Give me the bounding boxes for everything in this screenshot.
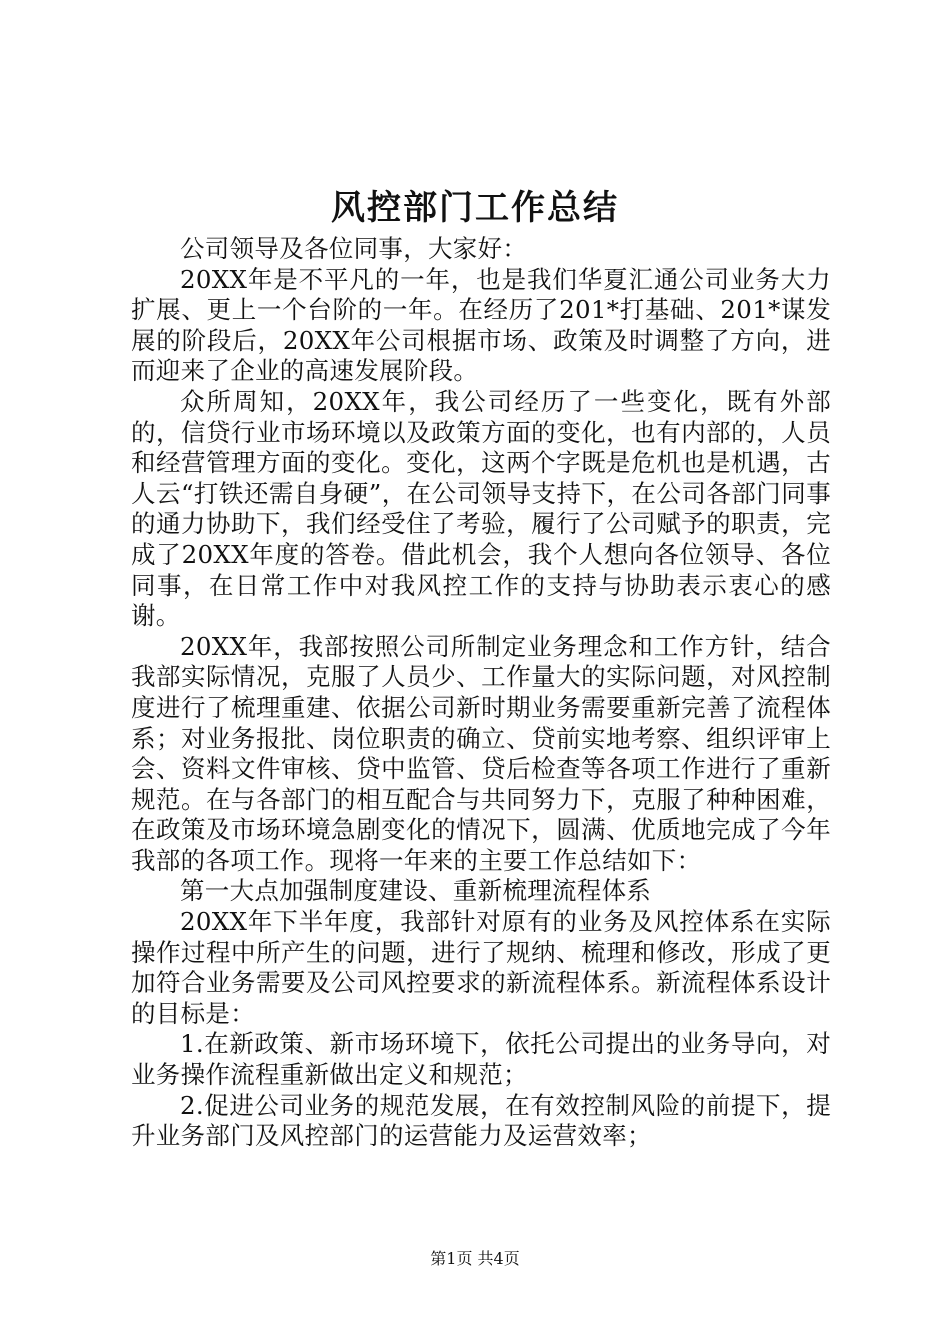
document-body <box>131 234 831 1152</box>
paragraph-intro: 20XX年是不平凡的一年，也是我们华夏汇通公司业务大力扩展、更上一个台阶的一年。在经历了201*打基础、201*谋发展的阶段后，20XX年公司根据市场、政策及时调整了方向，进而迎来了企业的高速发展阶段。 <box>131 264 831 386</box>
paragraph-department-work: 20XX年，我部按照公司所制定业务理念和工作方针，结合我部实际情况，克服了人员少、工作量大的实际问题，对风控制度进行了梳理重建、依据公司新时期业务需要重新完善了流程体系；对业务报批、岗位职责的确立、贷前实地考察、组织评审上会、资料文件审核、贷中监管、贷后检查等各项工作进行了重新规范。在与各部门的相互配合与共同努力下，克服了种种困难，在政策及市场环境急剧变化的情况下，圆满、优质地完成了今年我部的各项工作。现将一年来的主要工作总结如下： <box>131 631 831 875</box>
section-heading: 第一大点加强制度建设、重新梳理流程体系 <box>180 876 652 906</box>
paragraph-changes: 众所周知，20XX年，我公司经历了一些变化，既有外部的，信贷行业市场环境以及政策方面的变化，也有内部的，人员和经营管理方面的变化。变化，这两个字既是危机也是机遇，古人云“打铁还需自身硬”，在公司领导支持下，在公司各部门同事的通力协助下，我们经受住了考验，履行了公司赋予的职责，完成了20XX年度的答卷。借此机会，我个人想向各位领导、各位同事，在日常工作中对我风控工作的支持与协助表示衷心的感谢。 <box>131 386 831 631</box>
list-item-1: 1.在新政策、新市场环境下，依托公司提出的业务导向，对业务操作流程重新做出定义和规范； <box>131 1029 831 1090</box>
document-title: 风控部门工作总结 <box>331 188 619 228</box>
paragraph-process-system: 20XX年下半年度，我部针对原有的业务及风控体系在实际操作过程中所产生的问题，进行了规纳、梳理和修改，形成了更加符合业务需要及公司风控要求的新流程体系。新流程体系设计的目标是： <box>131 907 831 1028</box>
page-footer: 第1页 共4页 <box>430 1249 520 1268</box>
paragraph-greeting: 公司领导及各位同事，大家好： <box>180 234 528 263</box>
list-item-2: 2.促进公司业务的规范发展，在有效控制风险的前提下，提升业务部门及风控部门的运营能力及运营效率； <box>131 1090 831 1151</box>
